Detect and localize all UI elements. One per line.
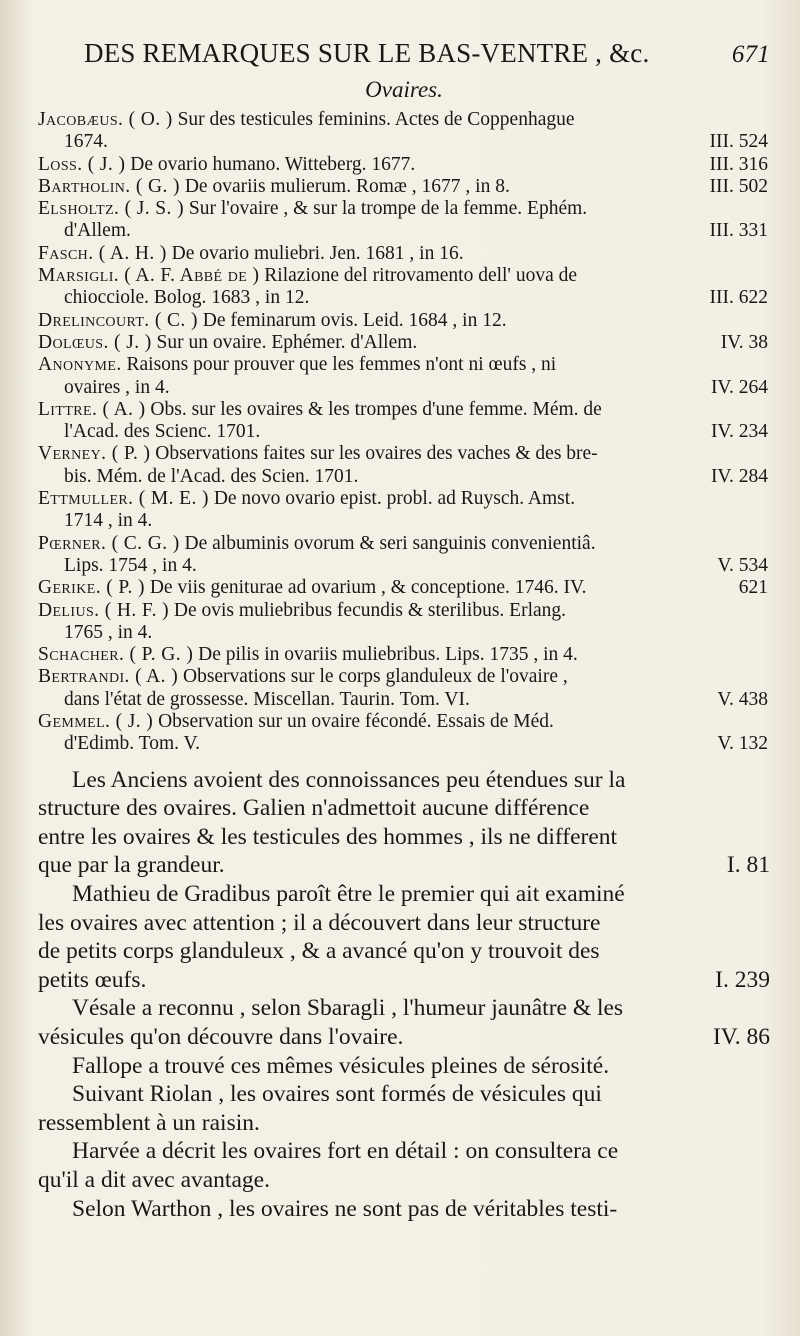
bib-entry-main <box>38 154 415 176</box>
bib-reference: V. 438 <box>717 688 768 710</box>
bib-text: De ovario humano. Witteberg. 1677. <box>130 153 416 175</box>
bib-text: Observation sur un ovaire fécondé. Essais de Méd. <box>158 711 554 733</box>
paragraph <box>38 1195 770 1224</box>
bib-entry <box>38 666 770 711</box>
bib-author: Bertrandi. ( A. ) <box>38 666 179 688</box>
paragraph-line-text: entre les ovaires & les testicules des hommes , ils ne different <box>38 823 618 850</box>
bib-entry-line <box>38 443 768 465</box>
bib-author: Gerike. ( P. ) <box>38 577 145 599</box>
bib-continuation <box>38 555 768 577</box>
paragraph-line-text: les ovaires avec attention ; il a découvert dans leur structure <box>38 909 601 936</box>
page-number: 671 <box>731 41 770 68</box>
bib-text: Sur l'ovaire , & sur la trompe de la femme. Ephém. <box>188 198 588 220</box>
paragraph-line <box>38 851 770 880</box>
bib-continuation <box>38 220 768 242</box>
bib-entry-main <box>38 399 602 421</box>
bib-text: Raisons pour prouver que les femmes n'ont ni œufs , ni <box>126 354 557 376</box>
paragraph-line-text: Selon Warthon , les ovaires ne sont pas de véritables testi- <box>72 1195 618 1222</box>
bib-entry-main <box>38 443 598 465</box>
bib-author: Drelincourt. ( C. ) <box>38 309 198 331</box>
bib-author: Bartholin. ( G. ) <box>38 175 180 197</box>
bib-author: Gemmel. ( J. ) <box>38 711 154 733</box>
bib-entry <box>38 332 770 354</box>
paragraph-line <box>38 966 770 995</box>
bib-entry-line <box>38 354 768 376</box>
section-title: Ovaires. <box>365 77 443 102</box>
bib-entry-main <box>38 109 575 131</box>
bib-entry-main <box>38 310 507 332</box>
bib-continuation-text: d'Allem. <box>64 220 131 242</box>
bib-entry <box>38 488 770 533</box>
bib-continuation <box>38 131 768 153</box>
bib-author: Verney. ( P. ) <box>38 443 151 465</box>
paragraph-line <box>38 994 770 1023</box>
bib-entry-main <box>38 666 568 688</box>
bib-continuation-text: 1674. <box>64 131 108 153</box>
bib-entry <box>38 399 770 444</box>
bib-continuation <box>38 421 768 443</box>
bib-entry-line <box>38 198 768 220</box>
bib-text: De ovario muliebri. Jen. 1681 , in 16. <box>171 242 464 264</box>
bib-text: Sur un ovaire. Ephémer. d'Allem. <box>156 331 418 353</box>
bib-entry <box>38 243 770 265</box>
bib-text: De viis geniturae ad ovarium , & conceptione. 1746. IV. <box>149 577 587 599</box>
bib-author: Littre. ( A. ) <box>38 398 146 420</box>
bib-author: Marsigli. ( A. F. Abbé de ) <box>38 265 260 287</box>
bib-entry <box>38 198 770 243</box>
bib-reference: III. 331 <box>709 220 768 242</box>
bib-reference: IV. 234 <box>710 421 768 443</box>
bib-reference: III. 622 <box>709 287 768 309</box>
bib-text: De albuminis ovorum & seri sanguinis convenientiâ. <box>184 532 596 554</box>
bib-reference: V. 132 <box>717 733 768 755</box>
bib-author: Elsholtz. ( J. S. ) <box>38 198 184 220</box>
bib-entry-line <box>38 332 768 354</box>
bib-text: Rilazione del ritrovamento dell' uova de <box>264 265 578 287</box>
bib-author: Fasch. ( A. H. ) <box>38 242 167 264</box>
bib-continuation-text: Lips. 1754 , in 4. <box>64 554 197 576</box>
bib-entry <box>38 310 770 332</box>
bib-continuation-text: l'Acad. des Scienc. 1701. <box>64 421 261 443</box>
paragraph-line-text: qu'il a dit avec avantage. <box>38 1166 270 1193</box>
paragraph-line <box>38 1109 770 1138</box>
bib-reference: IV. 38 <box>720 331 768 353</box>
body-text <box>38 766 770 1224</box>
paragraph-line-text: vésicules qu'on découvre dans l'ovaire. <box>38 1023 404 1050</box>
bib-continuation-text: bis. Mém. de l'Acad. des Scien. 1701. <box>64 465 359 487</box>
bib-entry-line <box>38 488 768 510</box>
bib-entry-main <box>38 265 577 287</box>
bib-entry-line <box>38 109 768 131</box>
paragraph-line <box>38 1080 770 1109</box>
bib-continuation <box>38 689 768 711</box>
bib-author: Pœrner. ( C. G. ) <box>38 532 180 554</box>
paragraph-line <box>38 1052 770 1081</box>
paragraph-line <box>38 1195 770 1224</box>
bib-entry <box>38 109 770 154</box>
paragraph-line <box>38 1166 770 1195</box>
bib-entry <box>38 600 770 645</box>
bib-entry-main <box>38 600 566 622</box>
bib-author: Loss. ( J. ) <box>38 153 126 175</box>
bib-entry-main <box>38 243 464 265</box>
bib-entry-line <box>38 243 768 265</box>
paragraph-line-text: Harvée a décrit les ovaires fort en détail : on consultera ce <box>72 1138 619 1165</box>
bib-entry <box>38 577 770 599</box>
bib-author: Schacher. ( P. G. ) <box>38 644 194 666</box>
bib-entry-line <box>38 399 768 421</box>
bibliography-list <box>38 109 770 756</box>
paragraph-line <box>38 1137 770 1166</box>
bib-continuation <box>38 287 768 309</box>
bib-continuation-text: 1714 , in 4. <box>64 510 153 532</box>
bib-entry <box>38 711 770 756</box>
bib-author: Dolœus. ( J. ) <box>38 331 152 353</box>
bib-entry-main <box>38 533 596 555</box>
paragraph-reference: I. 239 <box>715 966 770 993</box>
bib-entry-main <box>38 332 417 354</box>
bib-continuation <box>38 466 768 488</box>
bib-entry-line <box>38 711 768 733</box>
header-title: DES REMARQUES SUR LE BAS-VENTRE , &c. <box>84 38 650 68</box>
bib-author: Jacobæus. ( O. ) <box>38 109 173 130</box>
paragraph <box>38 1137 770 1194</box>
bib-continuation-text: d'Edimb. Tom. V. <box>64 733 200 755</box>
bib-text: De feminarum ovis. Leid. 1684 , in 12. <box>202 309 507 331</box>
paragraph-line-text: que par la grandeur. <box>38 852 225 879</box>
paragraph <box>38 994 770 1051</box>
bib-reference: III. 524 <box>709 131 768 153</box>
paragraph-line <box>38 1023 770 1052</box>
bib-text: De pilis in ovariis muliebribus. Lips. 1735 , in 4. <box>198 644 578 666</box>
paragraph <box>38 1080 770 1137</box>
paragraph-line-text: Suivant Riolan , les ovaires sont formés de vésicules qui <box>72 1081 602 1108</box>
bib-continuation-text: chiocciole. Bolog. 1683 , in 12. <box>64 287 310 309</box>
bib-text: Observations sur le corps glanduleux de l'ovaire , <box>182 666 568 688</box>
paragraph-line-text: de petits corps glanduleux , & a avancé qu'on y trouvoit des <box>38 938 600 965</box>
bib-entry-main <box>38 577 586 599</box>
bib-entry-line <box>38 533 768 555</box>
bib-text: Observations faites sur les ovaires des vaches & des bre- <box>155 443 598 465</box>
bib-continuation <box>38 733 768 755</box>
paragraph <box>38 1052 770 1081</box>
bib-entry <box>38 644 770 666</box>
paragraph-line <box>38 766 770 795</box>
bib-continuation <box>38 622 768 644</box>
paragraph-line-text: Vésale a reconnu , selon Sbaragli , l'humeur jaunâtre & les <box>72 995 624 1022</box>
bib-reference: III. 316 <box>709 153 768 175</box>
bib-entry <box>38 176 770 198</box>
bib-reference: V. 534 <box>717 554 768 576</box>
bib-entry-main <box>38 198 587 220</box>
bib-entry <box>38 154 770 176</box>
bib-continuation-text: dans l'état de grossesse. Miscellan. Taurin. Tom. VI. <box>64 688 470 710</box>
bib-entry <box>38 265 770 310</box>
bib-reference: IV. 284 <box>710 465 768 487</box>
bib-entry-main <box>38 176 510 198</box>
paragraph-line <box>38 909 770 938</box>
bib-entry <box>38 533 770 578</box>
bib-entry-line <box>38 176 768 198</box>
bib-entry-main <box>38 354 556 376</box>
bib-reference: IV. 264 <box>710 376 768 398</box>
bib-text: Obs. sur les ovaires & les trompes d'une femme. Mém. de <box>150 398 602 420</box>
paragraph-line-text: petits œufs. <box>38 966 147 993</box>
bib-entry <box>38 354 770 399</box>
bib-continuation <box>38 377 768 399</box>
bib-entry-line <box>38 265 768 287</box>
paragraph-line <box>38 937 770 966</box>
bib-entry-line <box>38 310 768 332</box>
bib-author: Ettmuller. ( M. E. ) <box>38 488 209 510</box>
paragraph-reference: IV. 86 <box>712 1023 770 1050</box>
paragraph-line-text: Mathieu de Gradibus paroît être le premier qui ait examiné <box>72 880 625 907</box>
paragraph-line-text: Fallope a trouvé ces mêmes vésicules pleines de sérosité. <box>72 1052 610 1079</box>
bib-author: Delius. ( H. F. ) <box>38 599 170 621</box>
bib-text: De ovis muliebribus fecundis & sterilibus. Erlang. <box>173 599 567 621</box>
bib-continuation-text: ovaires , in 4. <box>64 376 170 398</box>
paragraph-line <box>38 794 770 823</box>
bib-entry-line <box>38 577 768 599</box>
bib-author: Anonyme. <box>38 354 122 376</box>
paragraph-reference: I. 81 <box>726 852 770 879</box>
paragraph-line-text: Les Anciens avoient des connoissances peu étendues sur la <box>72 766 626 793</box>
bib-entry-main <box>38 488 575 510</box>
bib-text: Sur des testicules feminins. Actes de Coppenhague <box>177 109 575 130</box>
paragraph-line <box>38 880 770 909</box>
bib-continuation-text: 1765 , in 4. <box>64 621 153 643</box>
bib-entry-line <box>38 600 768 622</box>
bib-entry <box>38 443 770 488</box>
bib-entry-line <box>38 644 768 666</box>
paragraph-line-text: ressemblent à un raisin. <box>38 1109 260 1136</box>
paragraph-line <box>38 823 770 852</box>
bib-continuation <box>38 510 768 532</box>
bib-entry-main <box>38 711 554 733</box>
bib-entry-main <box>38 644 578 666</box>
paragraph <box>38 766 770 880</box>
bib-text: De novo ovario epist. probl. ad Ruysch. Amst. <box>213 488 576 510</box>
bib-reference: III. 502 <box>709 175 768 197</box>
bib-entry-line <box>38 154 768 176</box>
bib-text: De ovariis mulierum. Romæ , 1677 , in 8. <box>184 175 510 197</box>
bib-entry-line <box>38 666 768 688</box>
paragraph-line-text: structure des ovaires. Galien n'admettoit aucune différence <box>38 795 590 822</box>
bib-reference: 621 <box>738 577 768 599</box>
running-header <box>84 38 770 69</box>
paragraph <box>38 880 770 994</box>
